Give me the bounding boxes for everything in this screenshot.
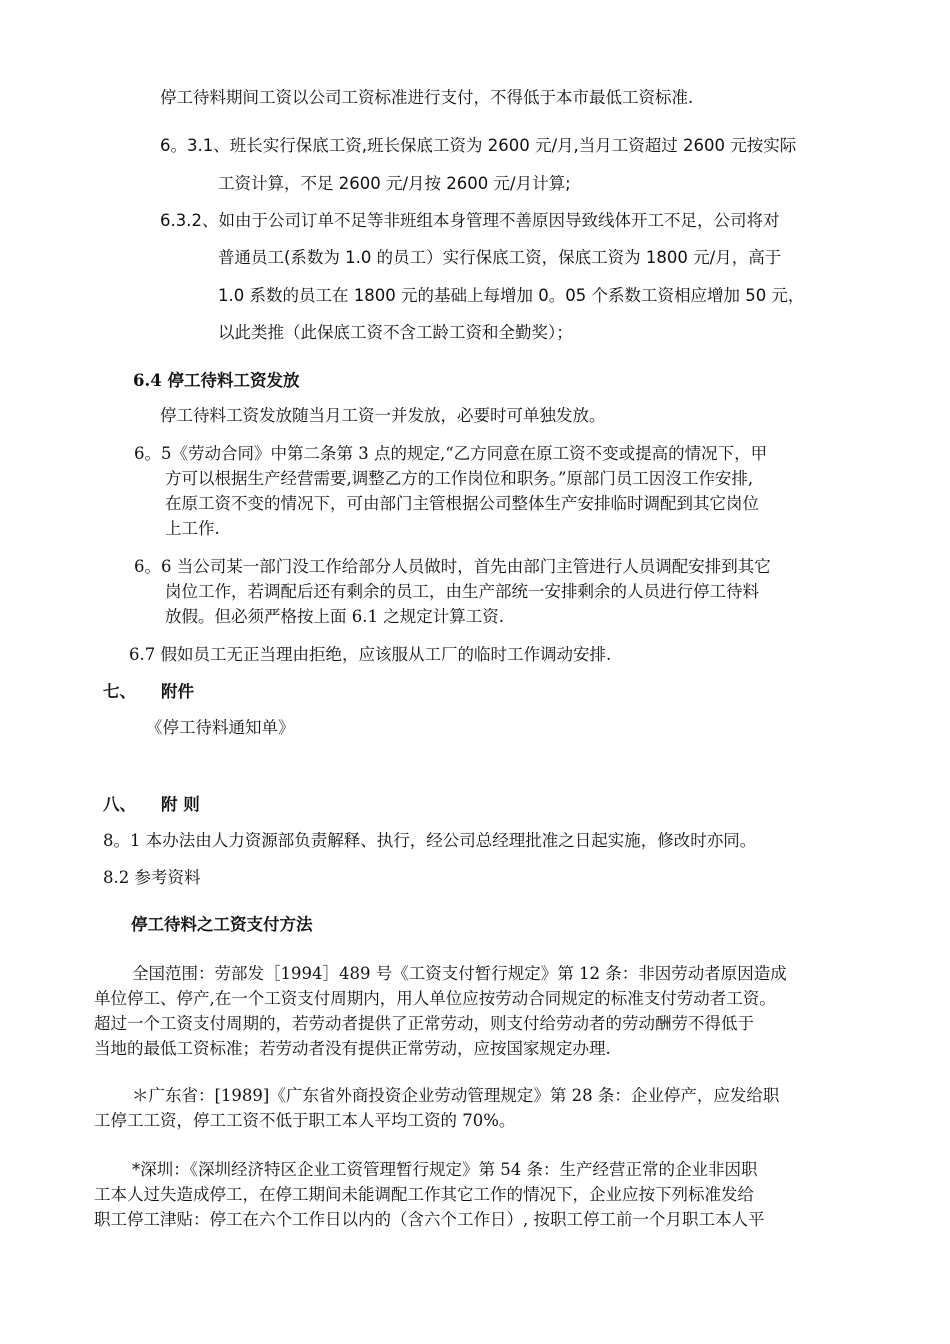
text-line: 停工待料期间工资以公司工资标准进行支付，不得低于本市最低工资标准. [160,88,694,107]
section-number: 七、 [103,682,136,701]
text-line: 8。1 本办法由人力资源部负责解释、执行，经公司总经理批准之日起实施，修改时亦同。 [103,831,757,850]
text-line: 全国范围：劳部发［1994］489 号《工资支付暂行规定》第 12 条：非因劳动者原因造成 [132,964,787,983]
text-line: 6。6 当公司某一部门没工作给部分人员做时，首先由部门主管进行人员调配安排到其它 [134,557,771,576]
text-line: 岗位工作，若调配后还有剩余的员工，由生产部统一安排剩余的人员进行停工待料 [165,582,759,601]
text-line: ＊广东省：[1989]《广东省外商投资企业劳动管理规定》第 28 条：企业停产，应发给职 [132,1086,780,1105]
text-line: 职工停工津贴：停工在六个工作日以内的（含六个工作日）, 按职工停工前一个月职工本人平 [94,1210,765,1229]
text-line: *深圳：《深圳经济特区企业工资管理暂行规定》第 54 条：生产经营正常的企业非因职 [132,1160,758,1179]
text-line: 放假。但必须严格按上面 6.1 之规定计算工资. [165,607,504,626]
text-line: 单位停工、停产,在一个工资支付周期内，用人单位应按劳动合同规定的标准支付劳动者工资。 [94,989,776,1008]
text-line: 工停工工资，停工工资不低于职工本人平均工资的 70%。 [94,1111,516,1130]
text-line: 停工待料工资发放随当月工资一并发放，必要时可单独发放。 [160,406,606,425]
text-line: 方可以根据生产经营需要,调整乙方的工作岗位和职务。”原部门员工因沒工作安排, [165,469,754,488]
section-heading: 附件 [161,682,194,701]
text-line: 在原工资不变的情况下，可由部门主管根据公司整体生产安排临时调配到其它岗位 [165,494,759,513]
section-heading: 6.4 停工待料工资发放 [133,371,300,390]
text-line: 6.7 假如员工无正当理由拒绝，应该服从工厂的临时工作调动安排. [129,645,612,664]
text-line: 上工作. [165,519,220,538]
text-line: 当地的最低工资标准；若劳动者没有提供正常劳动，应按国家规定办理. [94,1039,611,1058]
section-number: 八、 [103,795,136,814]
text-line: 6。5《劳动合同》中第二条第 3 点的规定,“乙方同意在原工资不变或提高的情况下，甲 [134,444,768,463]
text-line: 以此类推（此保底工资不含工龄工资和全勤奖）； [218,323,573,342]
section-heading: 停工待料之工资支付方法 [131,915,313,934]
text-line: 6。3.1、班长实行保底工资,班长保底工资为 2600 元/月,当月工资超过 2600 元按实际 [160,136,797,155]
text-line: 《停工待料通知单》 [146,718,295,737]
section-heading: 附 则 [161,795,200,814]
text-line: 1.0 系数的员工在 1800 元的基础上每增加 0。05 个系数工资相应增加 50 元， [218,286,805,305]
text-line: 工本人过失造成停工，在停工期间未能调配工作其它工作的情况下，企业应按下列标准发给 [94,1185,754,1204]
text-line: 普通员工(系数为 1.0 的员工）实行保底工资，保底工资为 1800 元/月，高于 [218,248,782,267]
text-line: 8.2 参考资料 [103,868,201,887]
text-line: 工资计算，不足 2600 元/月按 2600 元/月计算; [218,174,571,193]
text-line: 超过一个工资支付周期的，若劳动者提供了正常劳动，则支付给劳动者的劳动酬劳不得低于 [94,1014,754,1033]
text-line: 6.3.2、如由于公司订单不足等非班组本身管理不善原因导致线体开工不足，公司将对 [160,211,780,230]
